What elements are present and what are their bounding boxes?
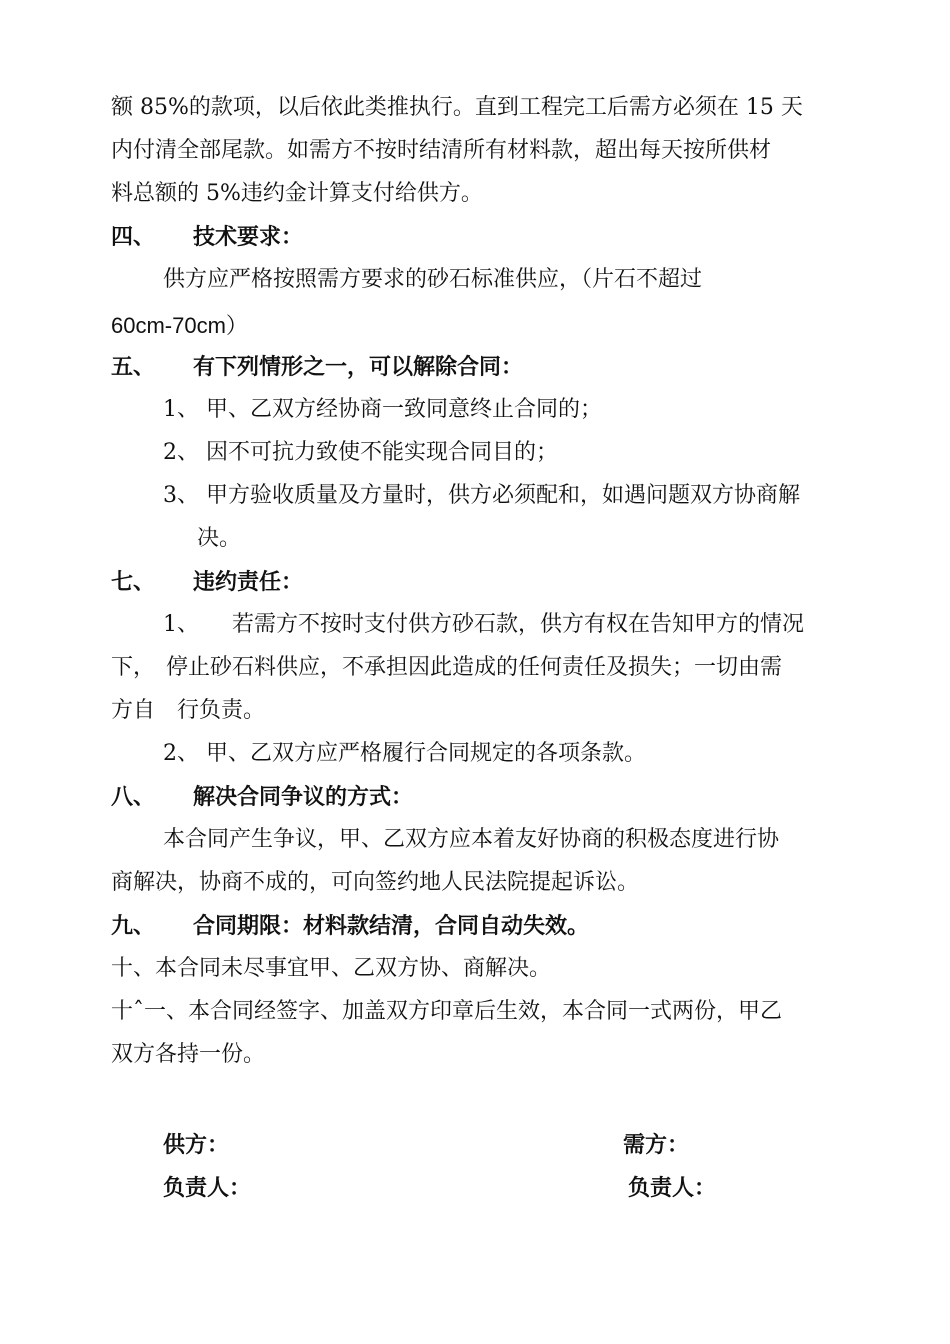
section-8-body-line-2: 商解决，协商不成的，可向签约地人民法院提起诉讼。 [111,870,640,895]
section-5-item-3-line-1: 3、 甲方验收质量及方量时，供方必须配和，如遇问题双方协商解 [163,483,800,508]
section-7-item-1-line-3: 方自 行负责。 [111,698,266,723]
payment-clause-line-1: 额 85%的款项，以后依此类推执行。直到工程完工后需方必须在 15 天 [111,95,803,120]
section-5-item-3-line-2: 决。 [197,526,242,551]
section-5-number: 五、 [111,354,156,380]
supplier-representative-label: 负责人： [163,1175,252,1201]
section-7-item-2: 2、 甲、乙双方应严格履行合同规定的各项条款。 [163,741,646,766]
section-5-item-1: 1、 甲、乙双方经协商一致同意终止合同的； [163,397,602,422]
section-8-heading [111,782,413,812]
section-8-title: 解决合同争议的方式： [193,784,414,810]
section-4-body-line-1: 供方应严格按照需方要求的砂石标准供应，（片石不超过 [163,267,703,292]
section-10-text: 十、本合同未尽事宜甲、乙双方协、商解决。 [111,956,552,981]
section-7-item-1-line-2: 下， 停止砂石料供应，不承担因此造成的任何责任及损失；一切由需 [111,655,783,680]
section-4-body-line-2: 60cm-70cm） [111,313,248,338]
section-4-title: 技术要求： [193,224,304,250]
supplier-signature-label: 供方： [163,1132,230,1158]
section-7-title: 违约责任： [193,569,304,595]
section-5-heading [111,352,523,382]
section-4-heading [111,222,303,252]
buyer-representative-label: 负责人： [628,1175,717,1201]
section-9-heading [111,911,589,941]
buyer-signature-label: 需方： [623,1132,690,1158]
section-7-number: 七、 [111,569,156,595]
section-7-heading [111,567,303,597]
section-9-number: 九、 [111,913,156,939]
payment-clause-line-3: 料总额的 5%违约金计算支付给供方。 [111,181,483,206]
section-8-body-line-1: 本合同产生争议，甲、乙双方应本着友好协商的积极态度进行协 [163,827,780,852]
section-5-item-2: 2、 因不可抗力致使不能实现合同目的； [163,440,558,465]
section-9-title: 合同期限：材料款结清，合同自动失效。 [193,913,590,939]
section-11-text-line-1: 十ˆ一、本合同经签字、加盖双方印章后生效，本合同一式两份，甲乙 [111,999,783,1024]
payment-clause-line-2: 内付清全部尾款。如需方不按时结清所有材料款，超出每天按所供材 [111,138,772,163]
section-7-item-1-line-1: 1、 若需方不按时支付供方砂石款，供方有权在告知甲方的情况 [163,612,804,637]
section-5-title: 有下列情形之一，可以解除合同： [193,354,524,380]
section-11-text-line-2: 双方各持一份。 [111,1042,266,1067]
section-4-number: 四、 [111,224,156,250]
section-8-number: 八、 [111,784,156,810]
